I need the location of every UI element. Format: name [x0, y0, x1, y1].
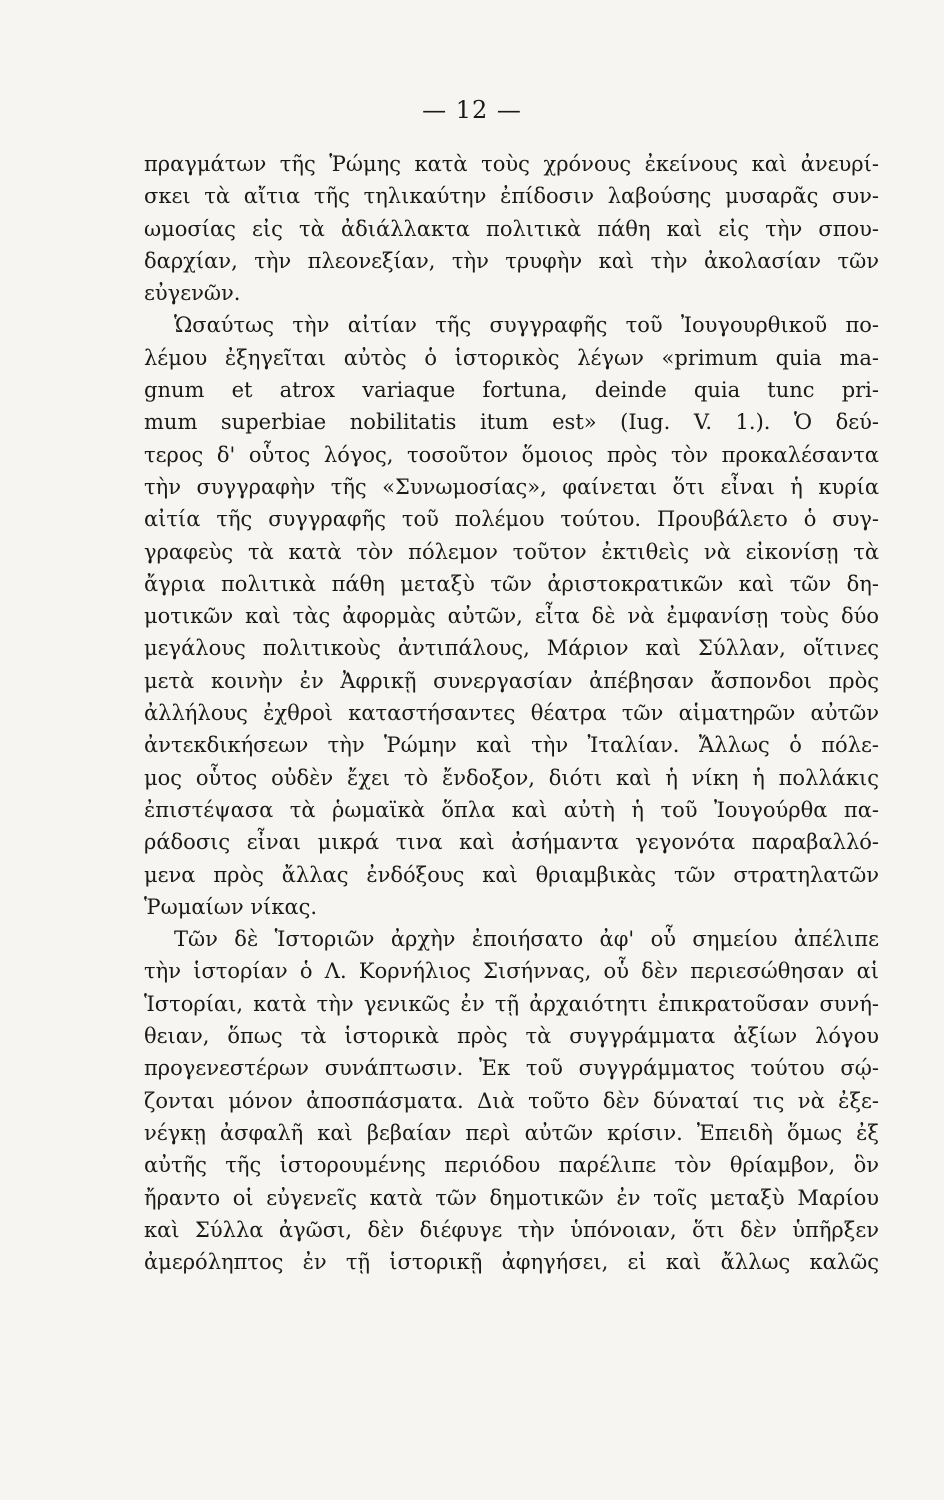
- text-line: μος οὗτος οὐδὲν ἔχει τὸ ἔνδοξον, διότι καὶ ἡ νίκη ἡ πολλάκις: [144, 765, 879, 790]
- text-line: Τῶν δὲ Ἱστοριῶν ἀρχὴν ἐποιήσατο ἀφ' οὗ σημείου ἀπέλιπε: [174, 927, 879, 952]
- body-text: [144, 148, 879, 1278]
- text-line: μεγάλους πολιτικοὺς ἀντιπάλους, Μάριον καὶ Σύλλαν, οἵτινες: [144, 636, 879, 661]
- text-line: ζονται μόνον ἀποσπάσματα. Διὰ τοῦτο δὲν δύναταί τις νὰ ἐξε-: [144, 1088, 879, 1113]
- text-line: ἄγρια πολιτικὰ πάθη μεταξὺ τῶν ἀριστοκρατικῶν καὶ τῶν δη-: [144, 571, 879, 596]
- text-line: gnum et atrox variaque fortuna, deinde quia tunc pri-: [144, 378, 879, 403]
- text-line: σκει τὰ αἴτια τῆς τηλικαύτην ἐπίδοσιν λαβούσης μυσαρᾶς συν-: [144, 184, 879, 209]
- text-line: μενα πρὸς ἄλλας ἐνδόξους καὶ θριαμβικὰς τῶν στρατηλατῶν: [144, 862, 879, 887]
- text-line: καὶ Σύλλα ἀγῶσι, δὲν διέφυγε τὴν ὑπόνοιαν, ὅτι δὲν ὑπῆρξεν: [144, 1217, 879, 1242]
- text-line: δαρχίαν, τὴν πλεονεξίαν, τὴν τρυφὴν καὶ τὴν ἀκολασίαν τῶν: [144, 248, 879, 273]
- text-line: εὐγενῶν.: [144, 281, 241, 306]
- text-line: Ὡσαύτως τὴν αἰτίαν τῆς συγγραφῆς τοῦ Ἰουγουρθικοῦ πο-: [174, 313, 879, 338]
- text-line: ἀντεκδικήσεων τὴν Ῥώμην καὶ τὴν Ἰταλίαν. Ἄλλως ὁ πόλε-: [144, 733, 879, 758]
- text-line: μετὰ κοινὴν ἐν Ἀφρικῇ συνεργασίαν ἀπέβησαν ἄσπονδοι πρὸς: [144, 668, 879, 693]
- page-number: — 12 —: [422, 96, 522, 124]
- text-line: mum superbiae nobilitatis itum est» (Iug. V. 1.). Ὁ δεύ-: [144, 410, 879, 435]
- text-line: Ῥωμαίων νίκας.: [144, 894, 318, 919]
- text-line: ράδοσις εἶναι μικρά τινα καὶ ἀσήμαντα γεγονότα παραβαλλό-: [144, 830, 879, 855]
- text-line: ἀμερόληπτος ἐν τῇ ἱστορικῇ ἀφηγήσει, εἰ καὶ ἄλλως καλῶς: [144, 1250, 879, 1275]
- text-line: πραγμάτων τῆς Ῥώμης κατὰ τοὺς χρόνους ἐκείνους καὶ ἀνευρί-: [144, 152, 879, 176]
- text-line: ἀλλήλους ἐχθροὶ καταστήσαντες θέατρα τῶν αἱματηρῶν αὐτῶν: [144, 701, 879, 726]
- text-line: μοτικῶν καὶ τὰς ἀφορμὰς αὐτῶν, εἶτα δὲ νὰ ἐμφανίσῃ τοὺς δύο: [144, 604, 879, 629]
- text-line: αἰτία τῆς συγγραφῆς τοῦ πολέμου τούτου. Προυβάλετο ὁ συγ-: [144, 507, 879, 532]
- text-line: ἤραντο οἱ εὐγενεῖς κατὰ τῶν δημοτικῶν ἐν τοῖς μεταξὺ Μαρίου: [144, 1185, 879, 1210]
- text-line: προγενεστέρων συνάπτωσιν. Ἐκ τοῦ συγγράμματος τούτου σῴ-: [144, 1056, 879, 1081]
- text-line: ωμοσίας εἰς τὰ ἀδιάλλακτα πολιτικὰ πάθη καὶ εἰς τὴν σπου-: [144, 216, 879, 241]
- text-line: θειαν, ὅπως τὰ ἱστορικὰ πρὸς τὰ συγγράμματα ἀξίων λόγου: [144, 1024, 879, 1049]
- text-line: λέμου ἐξηγεῖται αὐτὸς ὁ ἱστορικὸς λέγων «primum quia ma-: [144, 345, 879, 370]
- text-line: αὐτῆς τῆς ἱστορουμένης περιόδου παρέλιπε τὸν θρίαμβον, ὃν: [144, 1153, 879, 1178]
- text-line: γραφεὺς τὰ κατὰ τὸν πόλεμον τοῦτον ἐκτιθεὶς νὰ εἰκονίσῃ τὰ: [144, 539, 879, 564]
- text-line: νέγκῃ ἀσφαλῆ καὶ βεβαίαν περὶ αὐτῶν κρίσιν. Ἐπειδὴ ὅμως ἐξ: [144, 1120, 879, 1145]
- text-line: τερος δ' οὗτος λόγος, τοσοῦτον ὅμοιος πρὸς τὸν προκαλέσαντα: [144, 442, 879, 467]
- text-line: Ἱστορίαι, κατὰ τὴν γενικῶς ἐν τῇ ἀρχαιότητι ἐπικρατοῦσαν συνή-: [144, 991, 879, 1016]
- text-line: τὴν ἱστορίαν ὁ Λ. Κορνήλιος Σισήννας, οὗ δὲν περιεσώθησαν αἱ: [144, 959, 879, 984]
- text-line: ἐπιστέψασα τὰ ῥωμαϊκὰ ὅπλα καὶ αὐτὴ ἡ τοῦ Ἰουγούρθα πα-: [144, 797, 879, 822]
- text-line: τὴν συγγραφὴν τῆς «Συνωμοσίας», φαίνεται ὅτι εἶναι ἡ κυρία: [144, 474, 879, 499]
